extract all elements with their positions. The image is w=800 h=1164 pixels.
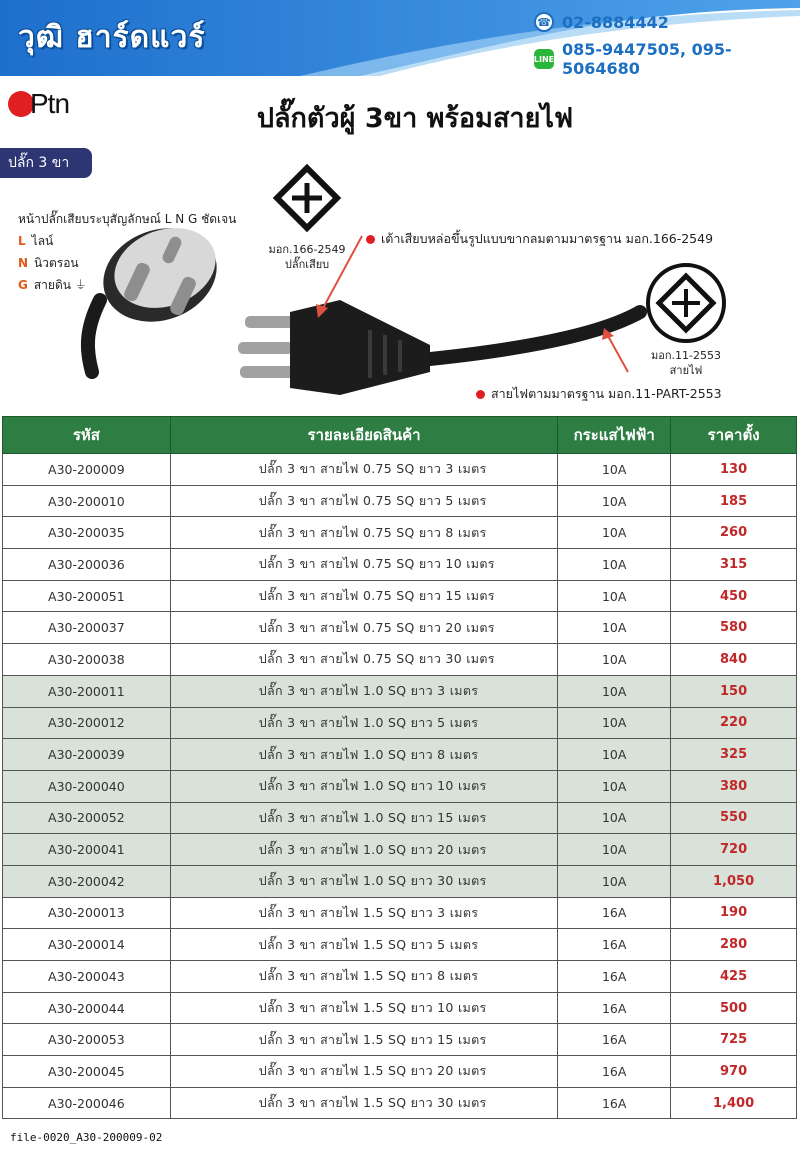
product-description: ปลั๊ก 3 ขา สายไฟ 0.75 SQ ยาว 30 เมตร xyxy=(170,644,558,676)
product-price: 425 xyxy=(671,961,797,993)
product-description: ปลั๊ก 3 ขา สายไฟ 1.0 SQ ยาว 3 เมตร xyxy=(170,675,558,707)
product-description: ปลั๊ก 3 ขา สายไฟ 0.75 SQ ยาว 3 เมตร xyxy=(170,454,558,486)
table-row xyxy=(3,834,797,866)
table-row xyxy=(3,739,797,771)
table-row xyxy=(3,580,797,612)
product-current: 10A xyxy=(558,580,671,612)
line-icon: LINE xyxy=(534,49,554,69)
product-price: 185 xyxy=(671,485,797,517)
shop-name: วุฒิ ฮาร์ดแวร์ xyxy=(18,20,206,55)
product-price: 500 xyxy=(671,992,797,1024)
product-code: A30-200051 xyxy=(3,580,171,612)
plug-face-icon xyxy=(88,213,230,372)
product-description: ปลั๊ก 3 ขา สายไฟ 0.75 SQ ยาว 10 เมตร xyxy=(170,549,558,581)
main-plug-icon xyxy=(238,300,430,395)
product-price: 450 xyxy=(671,580,797,612)
product-code: A30-200045 xyxy=(3,1056,171,1088)
product-price: 550 xyxy=(671,802,797,834)
product-code: A30-200036 xyxy=(3,549,171,581)
product-current: 16A xyxy=(558,897,671,929)
product-price: 1,050 xyxy=(671,865,797,897)
product-description: ปลั๊ก 3 ขา สายไฟ 1.0 SQ ยาว 8 เมตร xyxy=(170,739,558,771)
product-description: ปลั๊ก 3 ขา สายไฟ 1.0 SQ ยาว 20 เมตร xyxy=(170,834,558,866)
product-price: 1,400 xyxy=(671,1087,797,1119)
table-header-row xyxy=(3,417,797,454)
product-current: 10A xyxy=(558,707,671,739)
table-row xyxy=(3,1087,797,1119)
product-code: A30-200009 xyxy=(3,454,171,486)
table-row xyxy=(3,897,797,929)
product-description: ปลั๊ก 3 ขา สายไฟ 0.75 SQ ยาว 8 เมตร xyxy=(170,517,558,549)
product-description: ปลั๊ก 3 ขา สายไฟ 1.5 SQ ยาว 8 เมตร xyxy=(170,961,558,993)
legend-item: N นิวตรอน xyxy=(18,256,79,270)
product-current: 10A xyxy=(558,675,671,707)
table-row xyxy=(3,1056,797,1088)
product-description: ปลั๊ก 3 ขา สายไฟ 1.5 SQ ยาว 20 เมตร xyxy=(170,1056,558,1088)
product-code: A30-200053 xyxy=(3,1024,171,1056)
table-row xyxy=(3,517,797,549)
product-price: 190 xyxy=(671,897,797,929)
product-description: ปลั๊ก 3 ขา สายไฟ 1.0 SQ ยาว 5 เมตร xyxy=(170,707,558,739)
product-description: ปลั๊ก 3 ขา สายไฟ 1.5 SQ ยาว 30 เมตร xyxy=(170,1087,558,1119)
table-row xyxy=(3,865,797,897)
product-price: 325 xyxy=(671,739,797,771)
header-description: รายละเอียดสินค้า xyxy=(170,417,558,454)
product-price: 260 xyxy=(671,517,797,549)
header-code: รหัส xyxy=(3,417,171,454)
product-description: ปลั๊ก 3 ขา สายไฟ 0.75 SQ ยาว 15 เมตร xyxy=(170,580,558,612)
product-current: 16A xyxy=(558,929,671,961)
product-code: A30-200012 xyxy=(3,707,171,739)
legend-heading: หน้าปลั๊กเสียบระบุสัญลักษณ์ L N G ชัดเจน xyxy=(18,212,237,226)
phone-icon: ☎ xyxy=(534,12,554,32)
product-code: A30-200014 xyxy=(3,929,171,961)
line-numbers: 085-9447505, 095-5064680 xyxy=(562,40,732,78)
phone-number: 02-8884442 xyxy=(562,12,669,32)
product-price: 580 xyxy=(671,612,797,644)
price-table xyxy=(2,416,797,1119)
table-row xyxy=(3,675,797,707)
table-row xyxy=(3,454,797,486)
brand-name: Ptn xyxy=(30,88,70,119)
product-code: A30-200043 xyxy=(3,961,171,993)
product-current: 10A xyxy=(558,454,671,486)
page-title: ปลั๊กตัวผู้ 3ขา พร้อมสายไฟ xyxy=(256,103,574,134)
legend-item: L ไลน์ xyxy=(18,234,54,248)
product-description: ปลั๊ก 3 ขา สายไฟ 1.0 SQ ยาว 15 เมตร xyxy=(170,802,558,834)
product-description: ปลั๊ก 3 ขา สายไฟ 1.0 SQ ยาว 10 เมตร xyxy=(170,770,558,802)
legend-item: G สายดิน ⏚ xyxy=(18,278,87,292)
category-tag: ปลั๊ก 3 ขา xyxy=(0,148,92,178)
product-current: 10A xyxy=(558,517,671,549)
product-price: 970 xyxy=(671,1056,797,1088)
product-price: 130 xyxy=(671,454,797,486)
product-code: A30-200010 xyxy=(3,485,171,517)
product-code: A30-200038 xyxy=(3,644,171,676)
cable-standard-label: มอก.11-2553 สายไฟ xyxy=(651,349,721,377)
product-current: 16A xyxy=(558,1024,671,1056)
product-code: A30-200011 xyxy=(3,675,171,707)
table-row xyxy=(3,612,797,644)
table-row xyxy=(3,802,797,834)
product-current: 16A xyxy=(558,1087,671,1119)
product-code: A30-200013 xyxy=(3,897,171,929)
product-description: ปลั๊ก 3 ขา สายไฟ 1.5 SQ ยาว 5 เมตร xyxy=(170,929,558,961)
product-current: 10A xyxy=(558,644,671,676)
product-current: 16A xyxy=(558,992,671,1024)
product-description: ปลั๊ก 3 ขา สายไฟ 0.75 SQ ยาว 20 เมตร xyxy=(170,612,558,644)
table-row xyxy=(3,707,797,739)
product-current: 16A xyxy=(558,961,671,993)
product-description: ปลั๊ก 3 ขา สายไฟ 1.0 SQ ยาว 30 เมตร xyxy=(170,865,558,897)
product-description: ปลั๊ก 3 ขา สายไฟ 1.5 SQ ยาว 15 เมตร xyxy=(170,1024,558,1056)
product-current: 10A xyxy=(558,549,671,581)
cable-standard-note: สายไฟตามมาตรฐาน มอก.11-PART-2553 xyxy=(476,384,722,404)
file-name-footer: file-0020_A30-200009-02 xyxy=(10,1131,163,1144)
table-row xyxy=(3,770,797,802)
table-row xyxy=(3,644,797,676)
table-row xyxy=(3,485,797,517)
product-price: 150 xyxy=(671,675,797,707)
product-code: A30-200052 xyxy=(3,802,171,834)
product-code: A30-200039 xyxy=(3,739,171,771)
plug-standard-note: เต้าเสียบหล่อขึ้นรูปแบบขากลมตามมาตรฐาน มอก.166-2549 xyxy=(366,229,713,249)
bullet-icon xyxy=(476,390,485,399)
tis-plug-symbol-icon xyxy=(277,168,337,228)
bullet-icon xyxy=(366,235,375,244)
table-row xyxy=(3,961,797,993)
plug-standard-label: มอก.166-2549 ปลั๊กเสียบ xyxy=(268,243,346,271)
product-current: 10A xyxy=(558,612,671,644)
product-current: 16A xyxy=(558,1056,671,1088)
product-code: A30-200037 xyxy=(3,612,171,644)
product-current: 10A xyxy=(558,739,671,771)
product-description: ปลั๊ก 3 ขา สายไฟ 0.75 SQ ยาว 5 เมตร xyxy=(170,485,558,517)
product-current: 10A xyxy=(558,865,671,897)
product-code: A30-200046 xyxy=(3,1087,171,1119)
product-price: 840 xyxy=(671,644,797,676)
header-price: ราคาตั้ง xyxy=(671,417,797,454)
table-row xyxy=(3,929,797,961)
product-current: 10A xyxy=(558,802,671,834)
header-current: กระแสไฟฟ้า xyxy=(558,417,671,454)
product-code: A30-200040 xyxy=(3,770,171,802)
product-code: A30-200035 xyxy=(3,517,171,549)
table-row xyxy=(3,549,797,581)
product-price: 720 xyxy=(671,834,797,866)
product-code: A30-200041 xyxy=(3,834,171,866)
product-current: 10A xyxy=(558,770,671,802)
product-current: 10A xyxy=(558,834,671,866)
cable-arrow xyxy=(608,336,628,372)
tis-cable-symbol-icon xyxy=(648,265,724,341)
product-price: 380 xyxy=(671,770,797,802)
product-price: 280 xyxy=(671,929,797,961)
table-row xyxy=(3,992,797,1024)
product-current: 10A xyxy=(558,485,671,517)
product-code: A30-200044 xyxy=(3,992,171,1024)
product-price: 315 xyxy=(671,549,797,581)
product-code: A30-200042 xyxy=(3,865,171,897)
table-row xyxy=(3,1024,797,1056)
product-price: 220 xyxy=(671,707,797,739)
product-price: 725 xyxy=(671,1024,797,1056)
product-description: ปลั๊ก 3 ขา สายไฟ 1.5 SQ ยาว 3 เมตร xyxy=(170,897,558,929)
product-description: ปลั๊ก 3 ขา สายไฟ 1.5 SQ ยาว 10 เมตร xyxy=(170,992,558,1024)
